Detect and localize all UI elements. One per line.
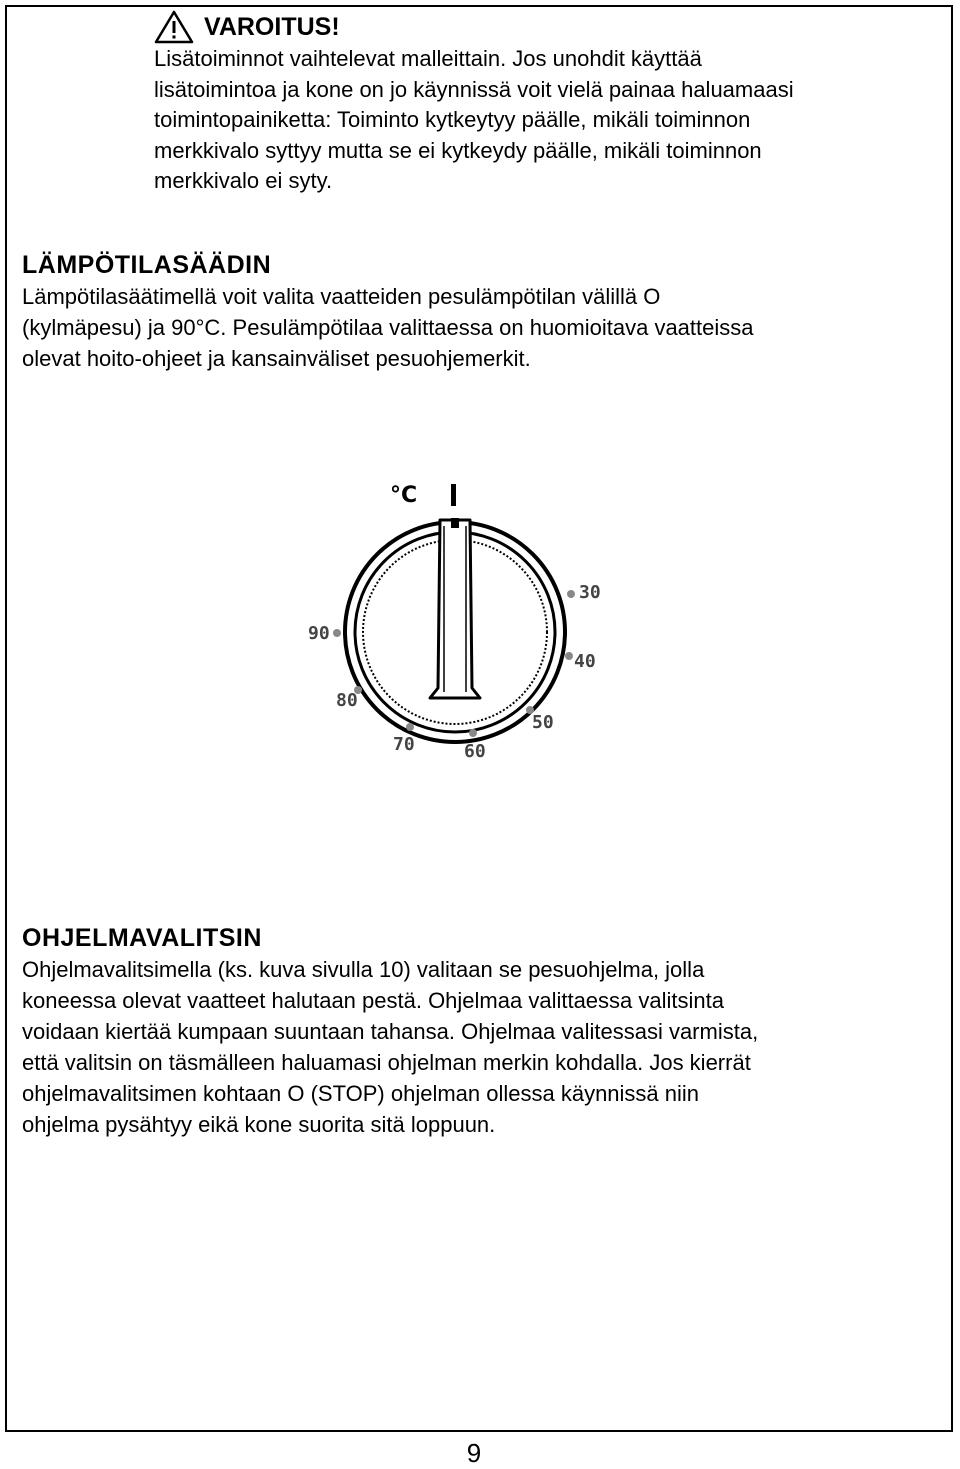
dial-dot-40 (565, 652, 573, 660)
warning-line: toimintopainiketta: Toiminto kytkeytyy päälle, mikäli toiminnon (154, 107, 751, 132)
program-text (22, 954, 922, 1140)
dial-mark-90: 90 (308, 623, 330, 644)
program-line: Ohjelmavalitsimella (ks. kuva sivulla 10) valitaan se pesuohjelma, jolla (22, 957, 705, 982)
dial-mark-30: 30 (579, 582, 601, 603)
dial-pointer (451, 518, 459, 528)
dial-dot-60 (469, 729, 477, 737)
warning-line: lisätoimintoa ja kone on jo käynnissä voit vielä painaa haluamaasi (154, 76, 794, 102)
dial-off-mark (451, 484, 456, 506)
dial-mark-60: 60 (464, 741, 486, 762)
dial-dot-30 (567, 590, 575, 598)
program-line: voidaan kiertää kumpaan suuntaan tahansa. Ohjelmaa valitessasi varmista, (22, 1019, 759, 1044)
dial-dot-70 (406, 723, 414, 731)
warning-box (154, 10, 914, 197)
temperature-dial (290, 470, 620, 770)
temperature-line: olevat hoito-ohjeet ja kansainväliset pesuohjemerkit. (22, 346, 531, 371)
temperature-line: Lämpötilasäätimellä voit valita vaatteiden pesulämpötilan välillä O (22, 284, 661, 309)
temperature-line: (kylmäpesu) ja 90°C. Pesulämpötilaa valittaessa on huomioitava vaatteissa (22, 315, 754, 340)
warning-line: Lisätoiminnot vaihtelevat malleittain. Jos unohdit käyttää (154, 46, 702, 71)
warning-line: merkkivalo ei syty. (154, 168, 333, 193)
warning-text (154, 44, 914, 197)
dial-unit-label: °C (390, 483, 418, 508)
dial-mark-40: 40 (574, 651, 596, 672)
program-line: koneessa olevat vaatteet halutaan pestä. Ohjelmaa valittaessa valitsinta (22, 988, 724, 1013)
dial-mark-70: 70 (393, 734, 415, 755)
temperature-heading: LÄMPÖTILASÄÄDIN (22, 251, 272, 279)
program-section (22, 922, 922, 1140)
warning-line: merkkivalo syttyy mutta se ei kytkeydy päälle, mikäli toiminnon (154, 137, 762, 163)
program-heading: OHJELMAVALITSIN (22, 924, 262, 952)
dial-knob-handle[interactable] (430, 520, 480, 698)
warning-header (154, 10, 914, 44)
temperature-text (22, 281, 922, 374)
temperature-section (22, 249, 922, 374)
dial-dot-90 (333, 629, 341, 637)
warning-triangle-icon (154, 10, 194, 44)
dial-mark-50: 50 (532, 712, 554, 733)
page-number: 9 (466, 1438, 482, 1468)
dial-mark-80: 80 (336, 690, 358, 711)
warning-title: VAROITUS! (204, 12, 340, 41)
program-line: että valitsin on täsmälleen haluamasi ohjelman merkin kohdalla. Jos kierrät (22, 1050, 751, 1075)
program-line: ohjelma pysähtyy eikä kone suorita sitä loppuun. (22, 1112, 496, 1137)
program-line: ohjelmavalitsimen kohtaan O (STOP) ohjelman ollessa käynnissä niin (22, 1081, 700, 1106)
